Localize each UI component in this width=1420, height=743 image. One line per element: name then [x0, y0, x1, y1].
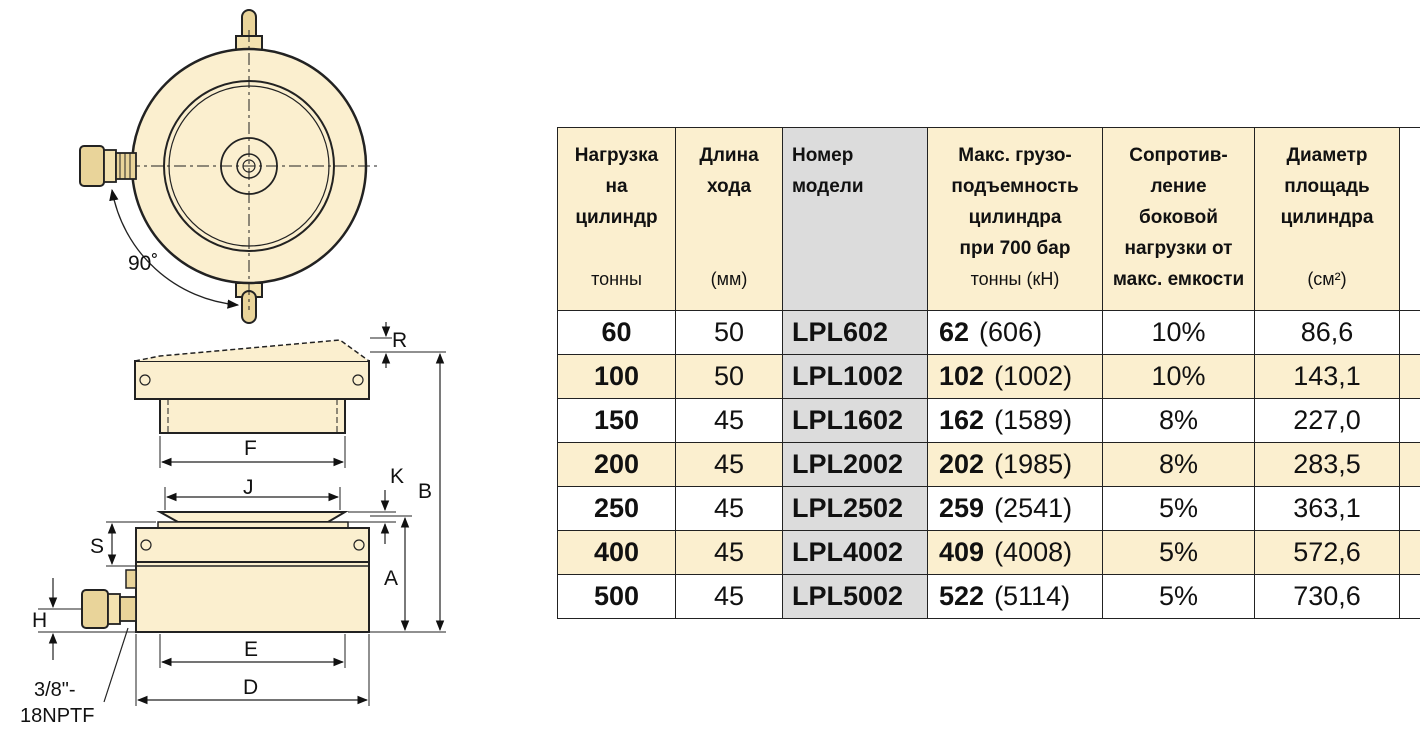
cell-side-load: 10% — [1103, 311, 1255, 355]
header-load-line: Нагрузка — [574, 145, 659, 166]
cell-area: 363,1 — [1255, 487, 1400, 531]
cell-load: 500 — [558, 575, 676, 619]
cell-edge — [1400, 575, 1420, 619]
table-row — [558, 487, 1420, 531]
table-header-row — [558, 128, 1420, 311]
port-thread-label-2: 18NPTF — [20, 705, 95, 727]
cell-capacity-kn: (1589) — [994, 405, 1073, 435]
cell-model: LPL1002 — [783, 355, 928, 399]
port-thread-label-1: 3/8"- — [34, 679, 76, 701]
cell-side-load: 10% — [1103, 355, 1255, 399]
saddle-side-view — [135, 322, 407, 468]
header-capacity-line: при 700 бар — [959, 238, 1071, 259]
cell-edge — [1400, 399, 1420, 443]
header-load-unit: тонны — [591, 269, 642, 289]
header-model — [783, 128, 928, 311]
header-area-unit: (см²) — [1307, 269, 1347, 289]
cell-side-load: 5% — [1103, 575, 1255, 619]
cell-capacity — [928, 575, 1103, 619]
dim-e-label: E — [244, 638, 259, 661]
cell-edge — [1400, 487, 1420, 531]
cell-capacity-tons: 62 — [939, 317, 970, 347]
cell-capacity — [928, 399, 1103, 443]
cell-capacity-tons: 259 — [939, 493, 985, 523]
dim-s-label: S — [90, 535, 105, 558]
header-capacity-line: цилиндра — [968, 207, 1062, 228]
cell-edge — [1400, 355, 1420, 399]
cell-edge — [1400, 311, 1420, 355]
cell-capacity-tons: 162 — [939, 405, 985, 435]
table-row — [558, 311, 1420, 355]
cell-stroke: 50 — [676, 355, 783, 399]
cell-load: 400 — [558, 531, 676, 575]
cell-model: LPL5002 — [783, 575, 928, 619]
dim-a-label: A — [384, 567, 399, 590]
cell-area: 283,5 — [1255, 443, 1400, 487]
cell-capacity-tons: 409 — [939, 537, 985, 567]
dim-b-label: B — [418, 480, 433, 503]
dim-r-label: R — [392, 329, 408, 352]
dim-j-label: J — [243, 476, 254, 499]
cell-model: LPL2502 — [783, 487, 928, 531]
cell-capacity-kn: (2541) — [994, 493, 1073, 523]
cell-stroke: 45 — [676, 531, 783, 575]
header-capacity-line: подъемность — [951, 176, 1079, 197]
cell-capacity-kn: (4008) — [994, 537, 1073, 567]
header-stroke-unit: (мм) — [710, 269, 748, 289]
cell-area: 730,6 — [1255, 575, 1400, 619]
dim-f-label: F — [244, 437, 257, 460]
cell-capacity-kn: (606) — [979, 317, 1043, 347]
table-row — [558, 575, 1420, 619]
header-load-line: на — [605, 176, 628, 197]
cell-stroke: 45 — [676, 443, 783, 487]
cell-capacity-tons: 522 — [939, 581, 985, 611]
cell-load: 150 — [558, 399, 676, 443]
header-model-line: модели — [792, 176, 864, 197]
cell-capacity — [928, 311, 1103, 355]
cell-area: 227,0 — [1255, 399, 1400, 443]
header-load — [558, 128, 676, 311]
header-capacity-unit: тонны (кН) — [970, 269, 1060, 289]
technical-drawings — [0, 0, 555, 743]
header-side-load-line: боковой — [1139, 207, 1218, 228]
cell-area: 572,6 — [1255, 531, 1400, 575]
header-stroke-line: хода — [706, 176, 752, 197]
cell-capacity — [928, 443, 1103, 487]
cell-capacity — [928, 355, 1103, 399]
cell-load: 100 — [558, 355, 676, 399]
cell-capacity-tons: 202 — [939, 449, 985, 479]
header-side-load-line: нагрузки от — [1124, 238, 1233, 259]
table-row — [558, 355, 1420, 399]
cell-capacity — [928, 531, 1103, 575]
header-stroke — [676, 128, 783, 311]
header-area-line: Диаметр — [1286, 145, 1368, 166]
cell-stroke: 45 — [676, 487, 783, 531]
table-row — [558, 399, 1420, 443]
cell-stroke: 45 — [676, 399, 783, 443]
cell-edge — [1400, 443, 1420, 487]
cell-load: 250 — [558, 487, 676, 531]
cell-side-load: 5% — [1103, 487, 1255, 531]
header-load-line: цилиндр — [575, 207, 658, 228]
cell-stroke: 50 — [676, 311, 783, 355]
dim-k-label: K — [390, 465, 405, 488]
angle-label: 90˚ — [128, 252, 159, 275]
header-capacity-line: Макс. грузо- — [958, 145, 1072, 166]
cell-capacity-tons: 102 — [939, 361, 985, 391]
header-area-line: цилиндра — [1280, 207, 1374, 228]
header-model-line: Номер — [792, 145, 854, 166]
cell-capacity-kn: (5114) — [994, 581, 1071, 611]
header-stroke-line: Длина — [699, 145, 759, 166]
cell-edge — [1400, 531, 1420, 575]
cell-load: 200 — [558, 443, 676, 487]
cell-model: LPL1602 — [783, 399, 928, 443]
cell-side-load: 5% — [1103, 531, 1255, 575]
table-edge — [1400, 128, 1420, 311]
header-capacity — [928, 128, 1103, 311]
cell-side-load: 8% — [1103, 443, 1255, 487]
cell-capacity-kn: (1002) — [994, 361, 1073, 391]
cell-capacity-kn: (1985) — [994, 449, 1073, 479]
header-side-load-line: Сопротив- — [1129, 145, 1228, 166]
header-side-load — [1103, 128, 1255, 311]
header-area — [1255, 128, 1400, 311]
header-area-line: площадь — [1284, 176, 1370, 197]
table-row — [558, 531, 1420, 575]
cell-side-load: 8% — [1103, 399, 1255, 443]
cell-stroke: 45 — [676, 575, 783, 619]
top-view-drawing — [80, 10, 380, 323]
spec-table — [557, 127, 1420, 619]
dim-h-label: H — [32, 609, 48, 632]
cell-area: 86,6 — [1255, 311, 1400, 355]
cell-area: 143,1 — [1255, 355, 1400, 399]
dim-d-label: D — [243, 676, 259, 699]
header-side-load-line: ление — [1150, 176, 1207, 197]
cell-capacity — [928, 487, 1103, 531]
cell-model: LPL602 — [783, 311, 928, 355]
cell-model: LPL2002 — [783, 443, 928, 487]
cell-model: LPL4002 — [783, 531, 928, 575]
cell-load: 60 — [558, 311, 676, 355]
table-row — [558, 443, 1420, 487]
header-side-load-line: макс. емкости — [1112, 269, 1245, 290]
